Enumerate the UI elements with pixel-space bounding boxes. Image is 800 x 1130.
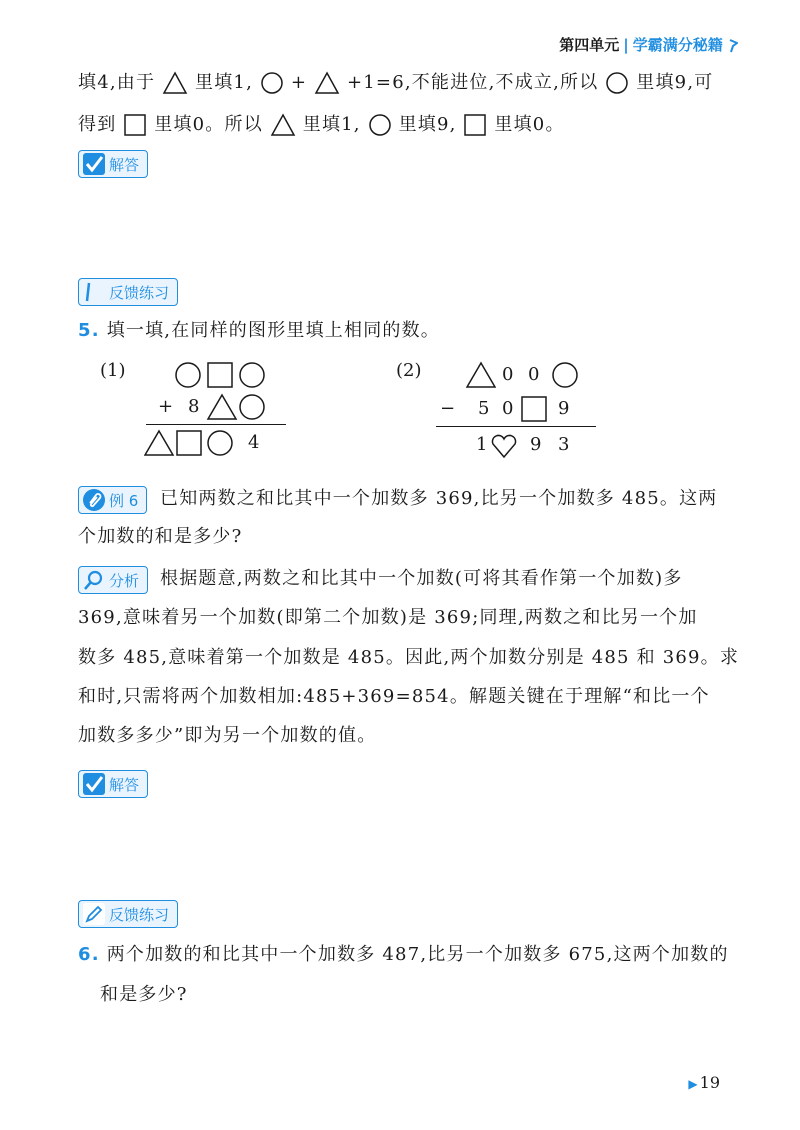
digit: 3: [558, 434, 570, 455]
analysis-line-4: 和时,只需将两个加数相加:485+369=854。解题关键在于理解“和比一个: [78, 686, 710, 707]
example-6-text-1: 已知两数之和比其中一个加数多 369,比另一个加数多 485。这两: [160, 488, 718, 509]
series-title: 学霸满分秘籍: [632, 36, 723, 54]
plus-sign: +: [158, 396, 174, 417]
question-text: 填一填,在同样的图形里填上相同的数。: [106, 320, 441, 341]
minus-sign: −: [440, 398, 456, 419]
digit: 9: [558, 398, 570, 419]
answer-tag: 解答: [78, 150, 148, 178]
feedback-tag: 反馈练习: [78, 278, 178, 306]
puzzle-1: [96, 356, 286, 466]
checkmark-icon: [83, 773, 105, 795]
circle-shape-icon: [552, 360, 580, 390]
puzzle-label: (1): [100, 360, 126, 381]
digit: 0: [502, 398, 514, 419]
circle-shape-icon: [176, 363, 200, 387]
digit: 1: [476, 434, 488, 455]
magnifier-icon: [83, 569, 105, 591]
circle-shape-icon: [240, 395, 264, 419]
example-6-text-2: 个加数的和是多少?: [78, 526, 243, 547]
question-5: [78, 316, 440, 346]
digit: 9: [530, 434, 542, 455]
digit: 8: [188, 396, 200, 417]
triangle-shape-icon: [162, 71, 188, 95]
intro-line-1: 填4,由于 里填1, + +1=6,不能进位,不成立,所以 里填9,可: [78, 72, 714, 93]
circle-shape-icon: [260, 71, 284, 95]
triangle-shape-icon: [145, 431, 173, 455]
example-tag: 例 6: [78, 486, 147, 514]
page-arrow-icon: ▶: [688, 1077, 698, 1091]
question-6-line-1: [78, 940, 729, 970]
analysis-line-1: 根据题意,两数之和比其中一个加数(可将其看作第一个加数)多: [160, 568, 683, 589]
puzzle-1-row-1: [174, 360, 270, 390]
question-text: 两个加数的和比其中一个加数多 487,比另一个加数多 675,这两个加数的: [106, 944, 729, 965]
sum-line: [146, 424, 286, 425]
circle-shape-icon: [368, 113, 392, 137]
circle-shape-icon: [208, 431, 232, 455]
digit: 4: [248, 432, 260, 453]
analysis-line-2: 369,意味着另一个加数(即第二个加数)是 369;同理,两数之和比另一个加: [78, 607, 698, 628]
circle-shape-icon: [605, 71, 629, 95]
intro-line-2: 得到 里填0。所以 里填1, 里填9, 里填0。: [78, 114, 565, 135]
triangle-shape-icon: [208, 395, 236, 419]
puzzle-1-row-3: [144, 428, 240, 458]
feedback-tag: 反馈练习: [78, 900, 178, 928]
triangle-shape-icon: [270, 113, 296, 137]
question-number: 5.: [78, 320, 100, 341]
puzzle-2: [396, 356, 596, 466]
answer-tag: 解答: [78, 770, 148, 798]
paperclip-icon: [83, 489, 105, 511]
square-shape-icon: [520, 394, 548, 424]
digit: 0: [502, 364, 514, 385]
square-shape-icon: [463, 113, 487, 137]
page-number: ▶ 19: [688, 1073, 720, 1092]
digit: 5: [478, 398, 490, 419]
square-shape-icon: [208, 363, 232, 387]
puzzle-label: (2): [396, 360, 422, 381]
square-shape-icon: [123, 113, 147, 137]
puzzle-1-row-2: [206, 392, 270, 422]
difference-line: [436, 426, 596, 427]
digit: 0: [528, 364, 540, 385]
heart-shape-icon: [490, 432, 518, 460]
analysis-line-5: 加数多多少”即为另一个加数的值。: [78, 725, 377, 746]
triangle-shape-icon: [314, 71, 340, 95]
running-header: [559, 34, 738, 55]
header-separator: |: [623, 36, 629, 54]
analysis-line-3: 数多 485,意味着第一个加数是 485。因此,两个加数分别是 485 和 369。求: [78, 647, 740, 668]
question-6-line-2: 和是多少?: [100, 984, 188, 1005]
triangle-shape-icon: [466, 360, 496, 390]
square-shape-icon: [177, 431, 201, 455]
analysis-tag: 分析: [78, 566, 148, 594]
circle-shape-icon: [240, 363, 264, 387]
question-number: 6.: [78, 944, 100, 965]
checkmark-icon: [83, 153, 105, 175]
pencil-icon: [83, 281, 105, 303]
pencil-icon: [83, 903, 105, 925]
header-flag-icon: [728, 39, 738, 53]
unit-title: 第四单元: [559, 36, 620, 54]
